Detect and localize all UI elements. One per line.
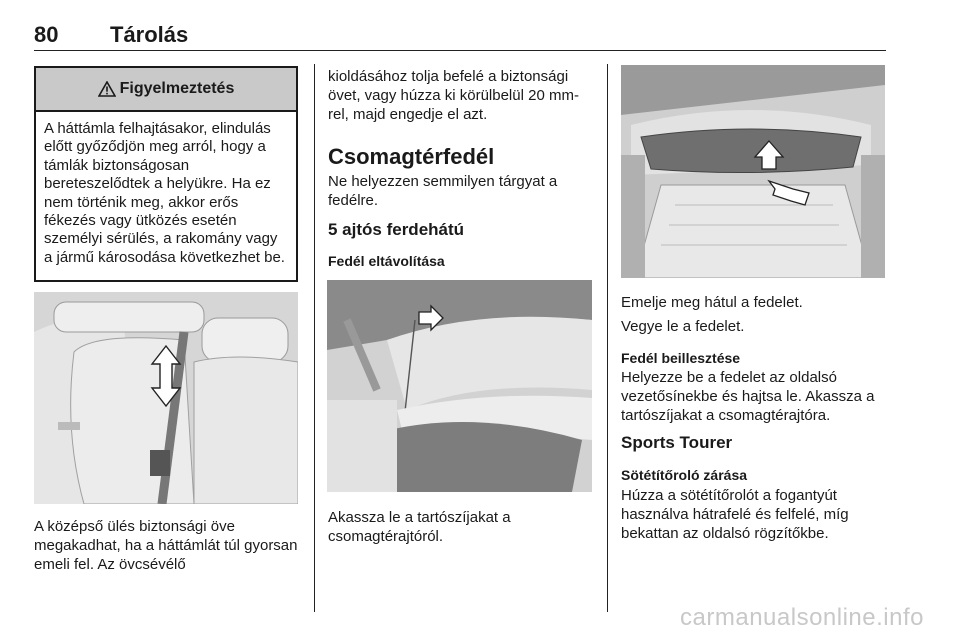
section-heading-cargo-cover: Csomagtérfedél — [328, 144, 495, 169]
cover-intro-text: Ne helyezzen semmilyen tárgyat a fedélre. — [328, 173, 558, 209]
subheading-blind-closing: Sötétítőroló zárása — [621, 467, 748, 483]
page-number: 80 — [34, 22, 59, 47]
column-divider-2 — [607, 64, 608, 612]
seat-caption: A középső ülés biztonsági öve megakadhat, ha a háttámlát túl gyorsan emeli fel. Az övcsévélő — [34, 518, 298, 573]
belt-release-text: kioldásához tolja befelé a biztonsági övet, vagy húzza ki körülbelül 20 mm-rel, majd engedje el azt. — [328, 68, 579, 123]
trunk-cover-illustration — [621, 65, 885, 278]
warning-triangle-icon — [98, 81, 116, 97]
strap-caption: Akassza le a tartószíjakat a csomagtérajtóról. — [328, 509, 511, 545]
blind-closing-text: Húzza a sötétítőrolót a fogantyút használva hátrafelé és felfelé, míg bekattan az oldalsó rögzítőkbe. — [621, 487, 849, 542]
chapter-title: Tárolás — [110, 22, 189, 47]
insert-cover-text: Helyezze be a fedelet az oldalsó vezetősínekbe és hajtsa le. Akassza a tartószíjakat a csomagtérajtóra. — [621, 369, 875, 424]
column-divider-1 — [314, 64, 315, 612]
subheading-cover-removal: Fedél eltávolítása — [328, 253, 445, 269]
warning-text: A háttámla felhajtásakor, elindulás előtt győződjön meg arról, hogy a támlák biztonságosan bereteszelődtek a helyükre. Ha ez nem történik meg, akkor erős fékezés vagy ütközés esetén személyi sérülés, a rakomány vagy a jármű károsodása következhet be. — [44, 120, 285, 266]
rear-seat-illustration — [34, 292, 298, 504]
watermark: carmanualsonline.info — [680, 604, 924, 631]
warning-header — [36, 68, 296, 112]
page-header — [34, 22, 886, 52]
subheading-5-door: 5 ajtós ferdehátú — [328, 220, 465, 239]
lift-cover-text: Emelje meg hátul a fedelet. — [621, 294, 803, 311]
tailgate-strap-illustration — [327, 280, 592, 492]
header-rule — [34, 50, 886, 51]
warning-box — [34, 66, 298, 282]
subheading-cover-insert: Fedél beillesztése — [621, 350, 741, 366]
remove-cover-text: Vegye le a fedelet. — [621, 318, 745, 335]
subheading-sports-tourer: Sports Tourer — [621, 433, 733, 452]
warning-title: Figyelmeztetés — [119, 80, 235, 97]
